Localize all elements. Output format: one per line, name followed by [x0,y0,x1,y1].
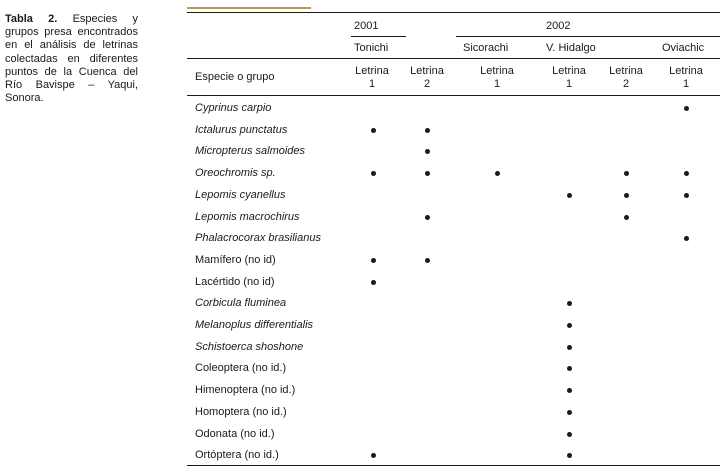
letrina-header-3 [474,65,520,91]
presence-dot [624,215,629,220]
presence-dot [567,193,572,198]
letrina-header-number: 1 [682,78,690,90]
presence-dot [425,171,430,176]
letrina-header-1 [349,65,395,91]
species-name: Odonata (no id.) [195,427,275,440]
site-sicorachi: Sicorachi [463,42,509,54]
presence-dot [567,323,572,328]
species-name: Oreochromis sp. [195,167,276,180]
species-name: Phalacrocorax brasilianus [195,232,321,245]
site-tonichi: Tonichi [354,42,389,54]
presence-dot [371,128,376,133]
presence-dot [425,258,430,263]
site-oviachic: Oviachic [662,42,705,54]
letrina-header-5 [603,65,649,91]
top-accent-rule [187,7,311,9]
letrina-header-number: 1 [565,78,573,90]
header-bottom-rule [187,95,720,96]
presence-dot [371,258,376,263]
letrina-header-number: 1 [368,78,376,90]
year-2001: 2001 [354,20,379,32]
species-name: Ortóptera (no id.) [195,449,279,462]
presence-dot [425,149,430,154]
presence-dot [371,280,376,285]
header-mid-rule [187,58,720,59]
species-name: Micropterus salmoides [195,145,306,158]
table-top-rule [187,12,720,13]
site-v-hidalgo: V. Hidalgo [546,42,596,54]
species-name: Homoptera (no id.) [195,405,287,418]
species-name: Melanoplus differentialis [195,319,314,331]
letrina-header-number: 1 [493,78,501,90]
presence-dot [425,128,430,133]
letrina-header-label: Letrina [480,65,514,77]
species-name: Lepomis cyanellus [195,188,286,201]
presence-dot [567,388,572,393]
letrina-header-label: Letrina [609,65,643,77]
presence-dot [567,453,572,458]
presence-dot [567,432,572,437]
presence-dot [567,345,572,350]
presence-dot [624,193,629,198]
letrina-header-label: Letrina [552,65,586,77]
presence-dot [684,106,689,111]
table-caption [5,13,138,105]
rule-2001 [351,36,406,37]
rule-2002 [456,36,720,37]
letrina-header-label: Letrina [410,65,444,77]
letrina-header-label: Letrina [669,65,703,77]
presence-dot [371,453,376,458]
presence-dot [684,236,689,241]
species-name: Mamífero (no id) [195,253,276,266]
species-name: Ictalurus punctatus [195,123,288,136]
letrina-header-2 [404,65,450,91]
presence-dot [371,171,376,176]
species-name: Cyprinus carpio [195,102,272,114]
letrina-header-6 [663,65,709,91]
letrina-header-number: 2 [423,78,431,90]
caption-text: Especies y grupos presa encontrados en el análisis de letrinas colectadas en diferentes puntos de la Cuenca del Río Bavispe – Yaqui, Sonora. [5,13,138,105]
species-name: Lacértido (no id) [195,275,275,288]
letrina-header-4 [546,65,592,91]
species-name: Lepomis macrochirus [195,210,300,223]
presence-dot [624,171,629,176]
presence-dot [684,171,689,176]
presence-dot [495,171,500,176]
presence-dot [567,410,572,415]
letrina-header-label: Letrina [355,65,389,77]
letrina-header-number: 2 [622,78,630,90]
species-column-header: Especie o grupo [195,71,275,83]
presence-dot [567,366,572,371]
species-name: Schistoerca shoshone [195,340,304,353]
presence-dot [567,301,572,306]
presence-dot [684,193,689,198]
year-2002: 2002 [546,20,571,32]
caption-label: Tabla 2. [5,13,58,25]
table-bottom-rule [187,465,720,466]
species-name: Corbicula fluminea [195,297,287,310]
presence-dot [425,215,430,220]
species-name: Himenoptera (no id.) [195,384,296,397]
species-name: Coleoptera (no id.) [195,362,287,375]
